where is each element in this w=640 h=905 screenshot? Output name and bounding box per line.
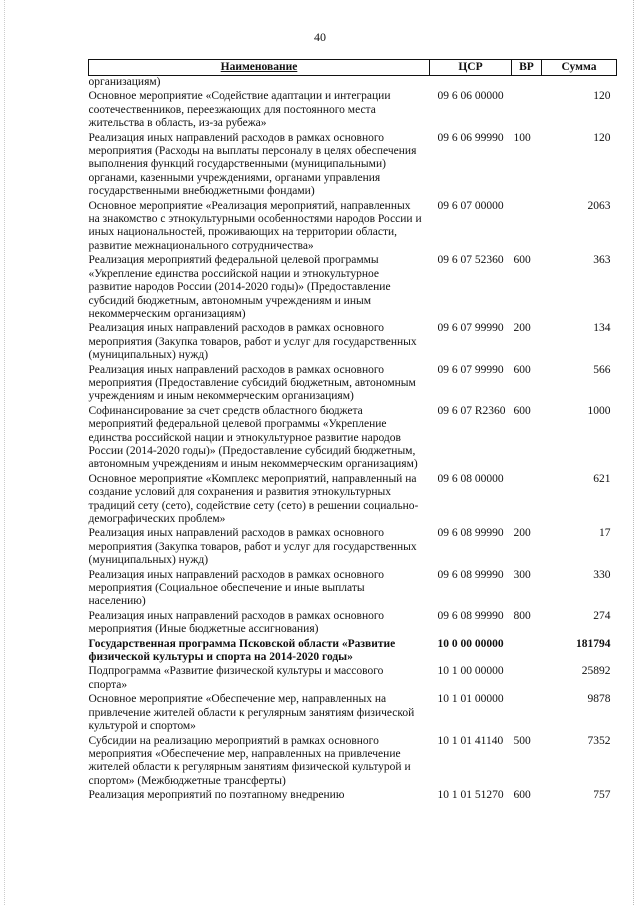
cell-name: Основное мероприятие «Реализация мероприятий, направленных на знакомство с этнокультурными особенностями народов России и иных национальностей, проживающих на территории области, развитие межнационального сотрудничества» — [88, 199, 422, 252]
cell-vr: 200 — [513, 322, 531, 335]
cell-vr: 600 — [513, 789, 531, 802]
table-row — [89, 610, 617, 638]
cell-vr: 100 — [513, 131, 531, 144]
table-row — [89, 569, 617, 610]
table-row — [89, 90, 617, 131]
cell-vr: 600 — [513, 404, 531, 417]
cell-csr: 09 6 07 00000 — [437, 199, 504, 212]
cell-sum: 2063 — [587, 199, 611, 212]
cell-name: Основное мероприятие «Обеспечение мер, направленных на привлечение жителей области к регулярным занятиям физической культурой и спортом» — [88, 693, 415, 733]
cell-name: Реализация иных направлений расходов в рамках основного мероприятия (Социальное обеспечение и иные выплаты населению) — [88, 568, 385, 608]
scan-edge-right — [633, 0, 634, 905]
cell-csr: 09 6 07 99990 — [437, 363, 504, 376]
page-number: 40 — [314, 30, 326, 44]
table-row — [89, 473, 617, 528]
cell-name: Реализация иных направлений расходов в рамках основного мероприятия (Расходы на выплаты персоналу в целях обеспечения выполнения функций государственными (муниципальными) органами, казенными учреждениями, органами управления государственными внебюджетными фондами) — [88, 131, 417, 198]
cell-csr: 09 6 08 99990 — [437, 568, 504, 581]
cell-vr: 200 — [513, 527, 531, 540]
header-sum: Сумма — [542, 60, 617, 76]
cell-sum: 1000 — [587, 404, 611, 417]
cell-vr: 800 — [513, 609, 531, 622]
cell-name: Реализация иных направлений расходов в рамках основного мероприятия (Закупка товаров, работ и услуг для государственных (муниципальных) нужд) — [88, 527, 417, 567]
cell-sum: 120 — [593, 90, 611, 103]
cell-csr: 10 1 01 00000 — [437, 693, 504, 706]
cell-sum: 120 — [593, 131, 611, 144]
cell-vr — [512, 76, 542, 91]
table-row — [89, 735, 617, 790]
cell-csr: 09 6 08 99990 — [437, 609, 504, 622]
cell-csr: 10 1 01 41140 — [437, 734, 504, 747]
cell-name: Основное мероприятие «Содействие адаптации и интеграции соотечественников, переезжающих для постоянного места жительства в область, из-за рубежа» — [88, 90, 391, 130]
cell-name: Основное мероприятие «Комплекс мероприятий, направленный на создание условий для сохранения и развития этнокультурных традиций сету (сето), содействие сету (сето) в решении социально-демографических проблем» — [88, 472, 419, 525]
cell-vr — [512, 693, 542, 734]
cell-sum: 181794 — [576, 637, 611, 650]
table-row — [89, 200, 617, 255]
cell-sum: 363 — [593, 254, 611, 267]
cell-vr: 500 — [513, 734, 531, 747]
table-row — [89, 638, 617, 666]
cell-sum: 7352 — [587, 734, 611, 747]
cell-name: Реализация иных направлений расходов в рамках основного мероприятия (Иные бюджетные ассигнования) — [88, 609, 385, 636]
table-header-row — [89, 60, 617, 76]
cell-name: организациям) — [88, 76, 161, 88]
cell-csr: 09 6 07 R2360 — [437, 404, 506, 417]
cell-vr — [512, 665, 542, 693]
table-body — [89, 76, 617, 804]
table-row — [89, 132, 617, 200]
table-row — [89, 789, 617, 803]
cell-sum: 9878 — [587, 693, 611, 706]
cell-vr — [512, 473, 542, 528]
cell-vr — [512, 90, 542, 131]
cell-sum: 330 — [593, 568, 611, 581]
cell-name: Реализация иных направлений расходов в рамках основного мероприятия (Предоставление субсидий бюджетным, автономным учреждениям и иным некоммерческим организациям) — [88, 363, 416, 403]
table-row — [89, 665, 617, 693]
cell-name: Государственная программа Псковской области «Развитие физической культуры и спорта на 2014-2020 годы» — [88, 637, 396, 664]
table-row — [89, 364, 617, 405]
cell-csr: 10 1 01 51270 — [437, 789, 504, 802]
cell-vr — [512, 638, 542, 666]
header-csr: ЦСР — [430, 60, 512, 76]
cell-vr: 600 — [513, 363, 531, 376]
cell-sum: 621 — [593, 472, 611, 485]
table-row — [89, 322, 617, 363]
cell-vr: 300 — [513, 568, 531, 581]
cell-csr: 09 6 07 99990 — [437, 322, 504, 335]
cell-csr: 09 6 06 00000 — [437, 90, 504, 103]
cell-sum: 17 — [599, 527, 611, 540]
cell-csr: 09 6 08 99990 — [437, 527, 504, 540]
cell-sum: 757 — [593, 789, 611, 802]
cell-name: Реализация мероприятий федеральной целевой программы «Укрепление единства российской нации и этнокультурное развитие народов России (2014-2020 годы)» (Предоставление субсидий бюджетным, автономным учреждениям и иным некоммерческим организациям) — [88, 254, 391, 320]
cell-name: Реализация мероприятий по поэтапному внедрению — [88, 789, 345, 802]
cell-sum: 134 — [593, 322, 611, 335]
cell-sum: 25892 — [581, 665, 611, 678]
cell-vr: 600 — [513, 254, 531, 267]
cell-name: Субсидии на реализацию мероприятий в рамках основного мероприятия «Обеспечение мер, направленных на привлечение жителей области к регулярным занятиям физической культурой и спортом» (Межбюджетные трансферты) — [88, 734, 411, 787]
header-vr: ВР — [512, 60, 542, 76]
scan-edge-left — [4, 0, 5, 905]
table-row — [89, 405, 617, 473]
cell-sum: 566 — [593, 363, 611, 376]
cell-csr — [430, 76, 512, 91]
cell-sum — [542, 76, 617, 91]
cell-csr: 10 1 00 00000 — [437, 665, 504, 678]
cell-csr: 10 0 00 00000 — [437, 637, 504, 650]
cell-name: Софинансирование за счет средств областного бюджета мероприятий федеральной целевой программы «Укрепление единства российской нации и этнокультурное развитие народов России (2014-2020 годы)» (Предоставление субсидий бюджетным, автономным учреждениям и иным некоммерческим организациям) — [88, 404, 418, 471]
cell-csr: 09 6 06 99990 — [437, 131, 504, 144]
cell-name: Подпрограмма «Развитие физической культуры и массового спорта» — [88, 665, 384, 691]
cell-csr: 09 6 07 52360 — [437, 254, 504, 267]
budget-table — [88, 59, 617, 804]
cell-csr: 09 6 08 00000 — [437, 472, 504, 485]
table-row — [89, 254, 617, 322]
table-row — [89, 527, 617, 568]
cell-sum: 274 — [593, 609, 611, 622]
table-row — [89, 693, 617, 734]
cell-name: Реализация иных направлений расходов в рамках основного мероприятия (Закупка товаров, работ и услуг для государственных (муниципальных) нужд) — [88, 322, 417, 362]
cell-vr — [512, 200, 542, 255]
header-name: Наименование — [89, 60, 430, 76]
table-row — [89, 76, 617, 91]
